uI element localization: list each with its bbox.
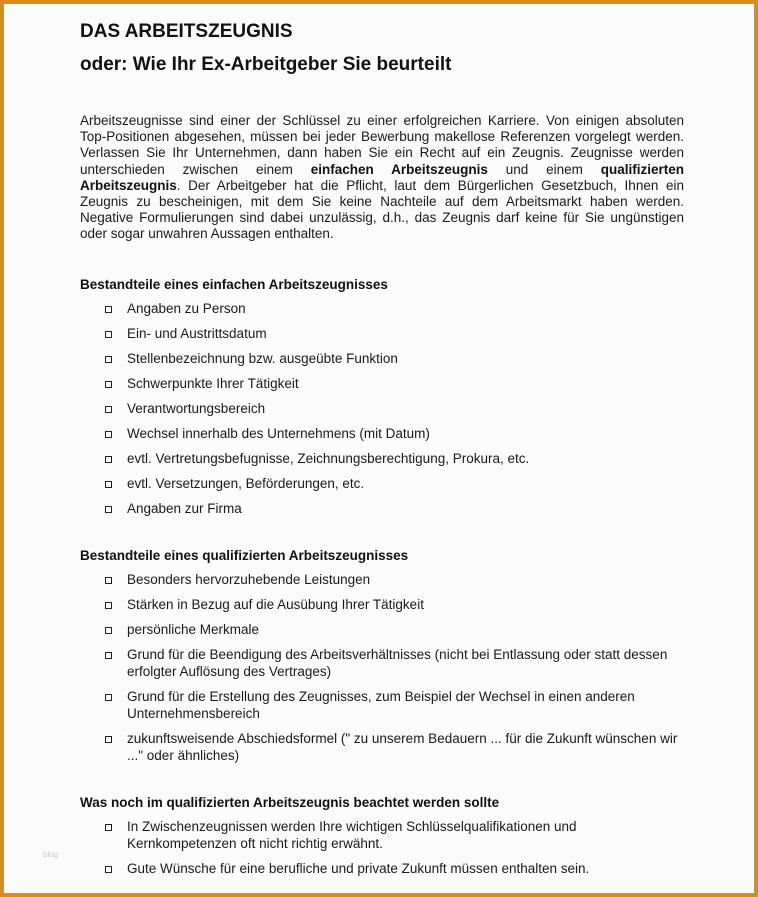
list-item: Ein- und Austrittsdatum	[80, 325, 684, 342]
list-item: Schwerpunkte Ihrer Tätigkeit	[80, 375, 684, 392]
list-qualifiziert	[80, 571, 684, 764]
intro-paragraph	[80, 113, 684, 243]
list-item: Stellenbezeichnung bzw. ausgeübte Funktion	[80, 350, 684, 367]
document-title: DAS ARBEITSZEUGNIS	[80, 21, 293, 42]
checkbox-square-icon	[105, 602, 112, 609]
intro-bold-qualifiziert: qualifizierten Arbeitszeugnis	[80, 161, 685, 193]
list-beachten	[80, 818, 684, 877]
section-heading-beachten: Was noch im qualifizierten Arbeitszeugnis beachtet werden sollte	[80, 794, 500, 810]
list-item: Stärken in Bezug auf die Ausübung Ihrer Tätigkeit	[80, 596, 684, 613]
list-item: persönliche Merkmale	[80, 621, 684, 638]
checkbox-square-icon	[105, 627, 112, 634]
section-heading-qualifiziert: Bestandteile eines qualifizierten Arbeitszeugnisses	[80, 547, 409, 563]
list-item: Besonders hervorzuhebende Leistungen	[80, 571, 684, 588]
checkbox-square-icon	[105, 652, 112, 659]
document-subtitle: oder: Wie Ihr Ex-Arbeitgeber Sie beurteilt	[80, 54, 452, 75]
checkbox-square-icon	[105, 577, 112, 584]
list-item: Grund für die Erstellung des Zeugnisses, zum Beispiel der Wechsel in einen anderen Unternehmensbereich	[80, 688, 684, 722]
list-item: Wechsel innerhalb des Unternehmens (mit Datum)	[80, 425, 684, 442]
list-item: Angaben zur Firma	[80, 500, 684, 517]
checkbox-square-icon	[105, 481, 112, 488]
checkbox-square-icon	[105, 866, 112, 873]
checkbox-square-icon	[105, 356, 112, 363]
intro-bold-einfach: einfachen Arbeitszeugnis	[310, 161, 488, 177]
list-item: Angaben zu Person	[80, 300, 684, 317]
checkbox-square-icon	[105, 381, 112, 388]
intro-text-2: und einem	[487, 161, 601, 177]
checkbox-square-icon	[105, 736, 112, 743]
list-item: Verantwortungsbereich	[80, 400, 684, 417]
intro-text-1: Arbeitszeugnisse sind einer der Schlüssel zu einer erfolgreichen Karriere. Von einigen absoluten Top-Positionen abgesehen, müssen bei jeder Bewerbung makellose Referenzen vorgelegt werden. Verlassen Sie Ihr Unternehmen, dann haben Sie ein Recht auf ein Zeugnis. Zeugnisse werden unterschieden zwischen einem	[80, 113, 684, 177]
checkbox-square-icon	[105, 331, 112, 338]
checkbox-square-icon	[105, 306, 112, 313]
list-einfach	[80, 300, 684, 517]
checkbox-square-icon	[105, 506, 112, 513]
watermark: blog	[43, 850, 59, 859]
list-item: zukunftsweisende Abschiedsformel (" zu unserem Bedauern ... für die Zukunft wünschen wir ..." oder ähnliches)	[80, 730, 684, 764]
list-item: Gute Wünsche für eine berufliche und private Zukunft müssen enthalten sein.	[80, 860, 684, 877]
checkbox-square-icon	[105, 456, 112, 463]
section-heading-einfach: Bestandteile eines einfachen Arbeitszeugnisses	[80, 276, 388, 292]
list-item: evtl. Vertretungsbefugnisse, Zeichnungsberechtigung, Prokura, etc.	[80, 450, 684, 467]
document-content	[80, 19, 684, 885]
checkbox-square-icon	[105, 406, 112, 413]
list-item: Grund für die Beendigung des Arbeitsverhältnisses (nicht bei Entlassung oder statt dessen erfolgter Auflösung des Vertrages)	[80, 646, 684, 680]
checkbox-square-icon	[105, 431, 112, 438]
list-item: evtl. Versetzungen, Beförderungen, etc.	[80, 475, 684, 492]
checkbox-square-icon	[105, 694, 112, 701]
checkbox-square-icon	[105, 824, 112, 831]
list-item: In Zwischenzeugnissen werden Ihre wichtigen Schlüsselqualifikationen und Kernkompetenzen oft nicht richtig erwähnt.	[80, 818, 684, 852]
intro-text-3: . Der Arbeitgeber hat die Pflicht, laut dem Bürgerlichen Gesetzbuch, Ihnen ein Zeugnis zu bescheinigen, mit dem Sie keine Nachteile auf dem Arbeitsmarkt haben werden. Negative Formulierungen sind dabei unzulässig, d.h., das Zeugnis darf keine für Sie ungünstigen oder sogar unwahren Aussagen enthalten.	[80, 177, 684, 242]
